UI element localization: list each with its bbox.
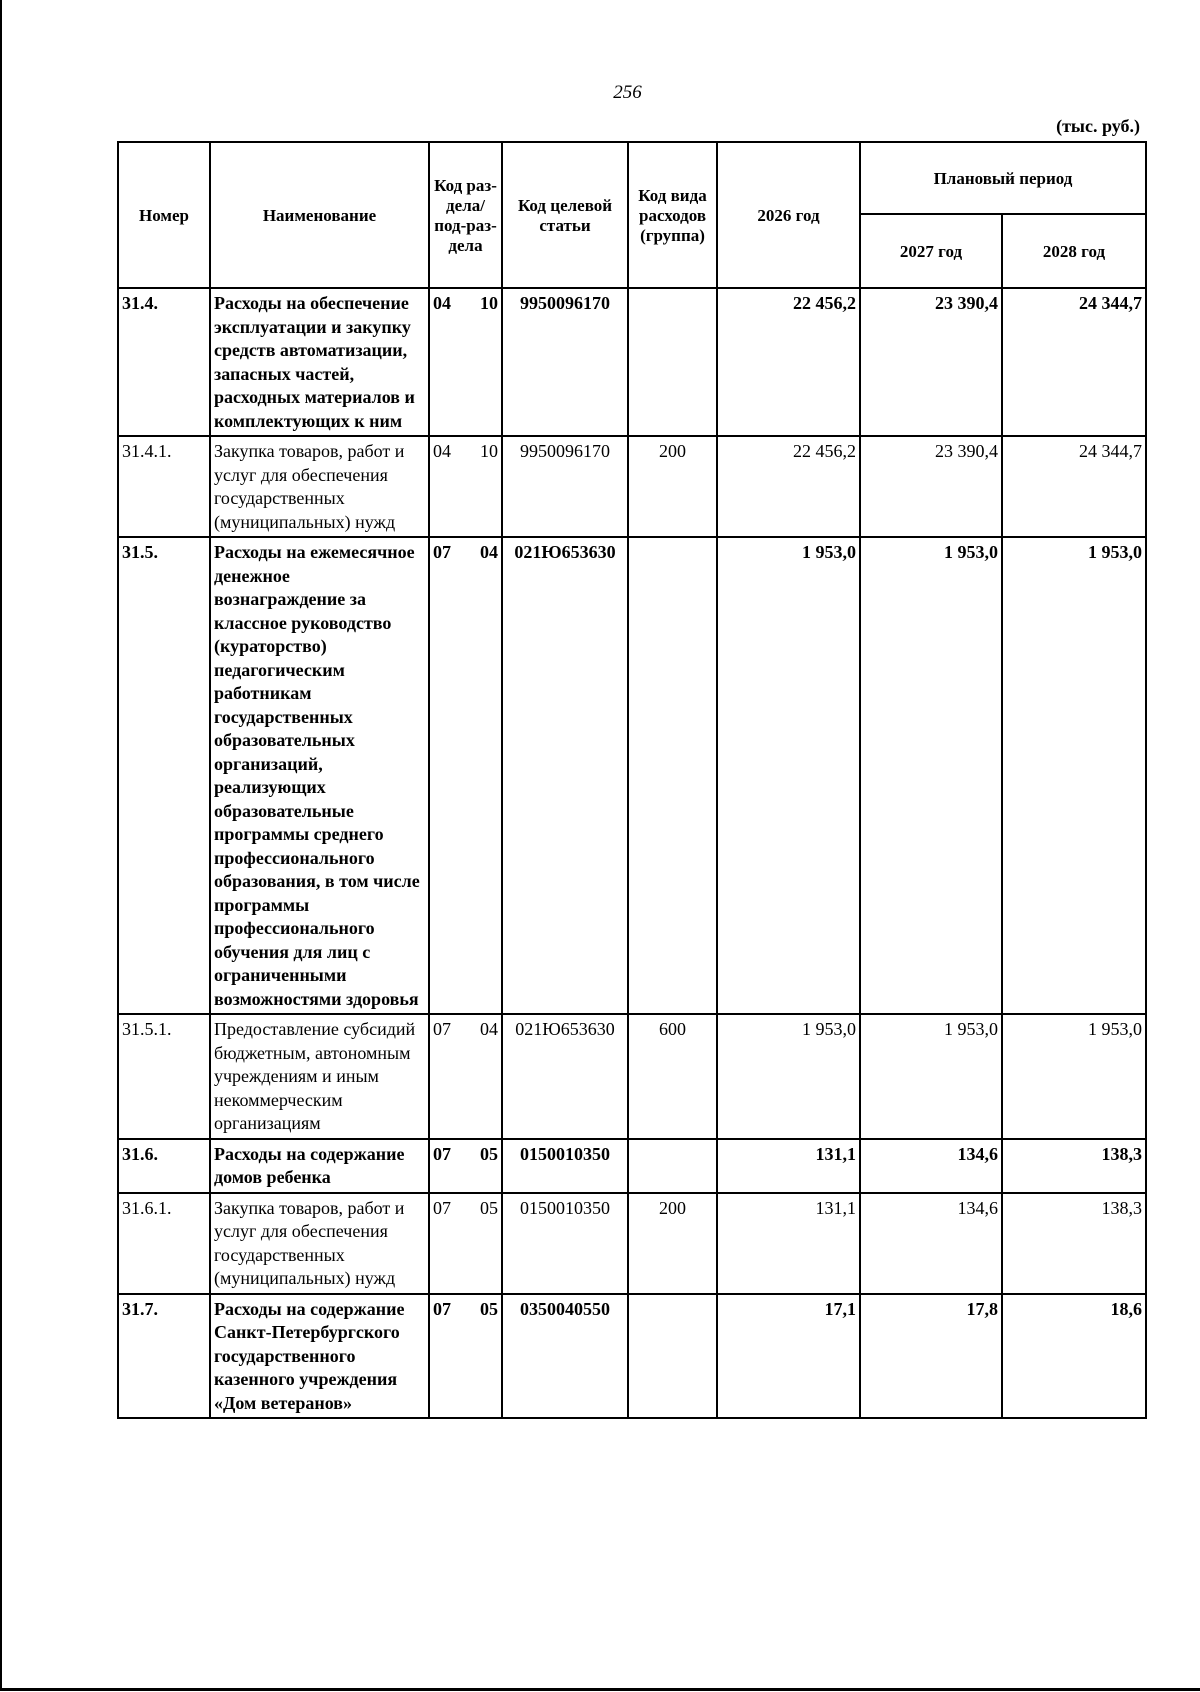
row-expense-type [628,1139,717,1193]
table-row [118,1294,1146,1419]
row-value-2027: 134,6 [860,1139,1002,1193]
row-razdel [429,1139,502,1193]
header-year-2028: 2028 год [1002,214,1146,288]
header-year-2026: 2026 год [717,142,860,288]
row-name: Предоставление субсидий бюджетным, автономным учреждениям и иным некоммерческим организациям [210,1014,429,1139]
row-value-2026: 17,1 [717,1294,860,1419]
row-name: Закупка товаров, работ и услуг для обеспечения государственных (муниципальных) нужд [210,1193,429,1294]
row-value-2028: 138,3 [1002,1139,1146,1193]
row-value-2026: 131,1 [717,1139,860,1193]
budget-table [117,141,1147,1419]
header-number: Номер [118,142,210,288]
row-razdel-section: 07 [433,542,451,562]
table-row [118,436,1146,537]
row-number: 31.7. [118,1294,210,1419]
row-name: Расходы на обеспечение эксплуатации и закупку средств автоматизации, запасных частей, расходных материалов и комплектующих к ним [210,288,429,436]
header-name: Наименование [210,142,429,288]
row-target-code: 021Ю653630 [502,537,628,1014]
row-razdel-subsection: 05 [480,1298,498,1319]
row-expense-type: 200 [628,1193,717,1294]
row-number: 31.5.1. [118,1014,210,1139]
row-name: Закупка товаров, работ и услуг для обеспечения государственных (муниципальных) нужд [210,436,429,537]
table-row [118,288,1146,436]
row-name: Расходы на содержание Санкт-Петербургского государственного казенного учреждения «Дом ветеранов» [210,1294,429,1419]
row-value-2026: 1 953,0 [717,537,860,1014]
row-value-2027: 23 390,4 [860,436,1002,537]
row-value-2028: 24 344,7 [1002,436,1146,537]
row-target-code: 9950096170 [502,436,628,537]
page-number: 256 [613,82,642,103]
row-razdel [429,436,502,537]
table-row [118,1139,1146,1193]
row-razdel-section: 07 [433,1197,451,1218]
row-value-2028: 1 953,0 [1002,1014,1146,1139]
row-value-2028: 24 344,7 [1002,288,1146,436]
row-value-2027: 1 953,0 [860,537,1002,1014]
row-value-2026: 1 953,0 [717,1014,860,1139]
row-number: 31.6.1. [118,1193,210,1294]
row-value-2027: 1 953,0 [860,1014,1002,1139]
row-value-2027: 17,8 [860,1294,1002,1419]
row-razdel-section: 04 [433,441,451,461]
row-value-2027: 23 390,4 [860,288,1002,436]
header-year-2027: 2027 год [860,214,1002,288]
row-target-code: 0150010350 [502,1193,628,1294]
table-row [118,1014,1146,1139]
header-razdel: Код раз-дела/ под-раз-дела [429,142,502,288]
row-value-2027: 134,6 [860,1193,1002,1294]
row-razdel-section: 07 [433,1143,451,1164]
row-razdel-subsection: 10 [480,293,498,313]
row-number: 31.4. [118,288,210,436]
row-value-2026: 131,1 [717,1193,860,1294]
row-razdel-subsection: 05 [480,1143,498,1164]
header-target-code: Код целевой статьи [502,142,628,288]
table-row [118,1193,1146,1294]
table-body [118,288,1146,1418]
row-razdel-section: 07 [433,1019,451,1039]
header-expense-type: Код вида расходов (группа) [628,142,717,288]
row-target-code: 0350040550 [502,1294,628,1419]
row-razdel-subsection: 05 [480,1197,498,1218]
row-expense-type [628,537,717,1014]
row-expense-type: 600 [628,1014,717,1139]
row-razdel-section: 07 [433,1298,451,1319]
row-number: 31.5. [118,537,210,1014]
row-expense-type [628,1294,717,1419]
row-razdel [429,1014,502,1139]
row-value-2028: 18,6 [1002,1294,1146,1419]
row-value-2028: 1 953,0 [1002,537,1146,1014]
row-expense-type [628,288,717,436]
row-target-code: 0150010350 [502,1139,628,1193]
row-name: Расходы на содержание домов ребенка [210,1139,429,1193]
row-number: 31.6. [118,1139,210,1193]
row-razdel-subsection: 10 [480,441,498,461]
row-value-2026: 22 456,2 [717,436,860,537]
header-planned-period: Плановый период [860,142,1146,214]
row-razdel-subsection: 04 [480,1019,498,1039]
row-razdel-subsection: 04 [480,542,498,562]
row-razdel [429,1294,502,1419]
units-label: (тыс. руб.) [1056,116,1140,136]
row-value-2026: 22 456,2 [717,288,860,436]
row-razdel [429,288,502,436]
row-razdel [429,1193,502,1294]
table-row [118,537,1146,1014]
row-razdel [429,537,502,1014]
row-razdel-section: 04 [433,293,451,313]
row-target-code: 021Ю653630 [502,1014,628,1139]
row-target-code: 9950096170 [502,288,628,436]
row-value-2028: 138,3 [1002,1193,1146,1294]
row-name: Расходы на ежемесячное денежное вознаграждение за классное руководство (кураторство) педагогическим работникам государственных образовательных организаций, реализующих образовательные программы среднего профессионального образования, в том числе программы профессионального обучения для лиц с ограниченными возможностями здоровья [210,537,429,1014]
row-number: 31.4.1. [118,436,210,537]
row-expense-type: 200 [628,436,717,537]
